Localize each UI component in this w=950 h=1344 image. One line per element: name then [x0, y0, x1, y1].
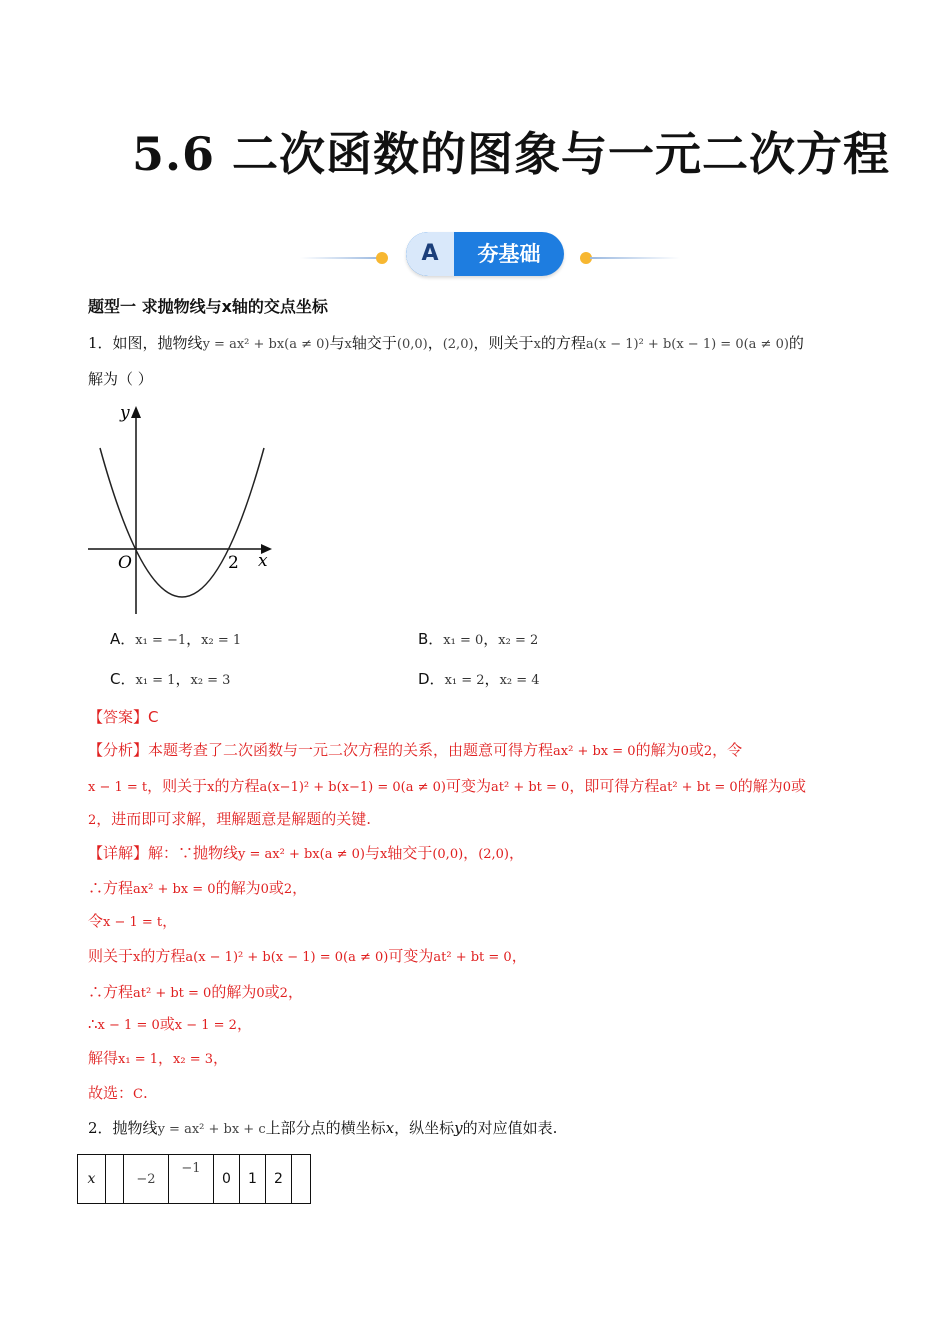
q1-equation: y = ax² + bx(a ≠ 0) — [202, 337, 330, 352]
detail-line6: ∴x − 1 = 0或x − 1 = 2， — [88, 1015, 252, 1033]
banner-line-right — [590, 257, 680, 259]
option-d[interactable]: D．x₁ = 2，x₂ = 4 — [418, 670, 540, 688]
table-cell — [106, 1155, 124, 1204]
table-row — [78, 1155, 311, 1204]
q2-stem: 2．抛物线y = ax² + bx + c上部分点的横坐标x，纵坐标y的对应值如表. — [88, 1119, 558, 1137]
y-axis-label: y — [120, 403, 130, 423]
detail-line3: 令x − 1 = t， — [88, 912, 178, 930]
analysis-line1: 【分析】本题考查了二次函数与一元二次方程的关系，由题意可得方程ax² + bx = 0的解为0或2，令 — [88, 741, 743, 759]
answer-value: C — [148, 708, 159, 726]
x-axis-label: x — [258, 551, 268, 571]
section-heading: 题型一 求抛物线与x轴的交点坐标 — [88, 297, 328, 316]
banner-dot-left — [376, 252, 388, 264]
q1-stem-line1: 1．如图，抛物线y = ax² + bx(a ≠ 0)与x轴交于(0,0)，(2,0)，则关于x的方程a(x − 1)² + b(x − 1) = 0(a ≠ 0)的 — [88, 334, 804, 352]
origin-label: O — [118, 553, 132, 573]
banner-line-left — [300, 257, 380, 259]
option-c[interactable]: C．x₁ = 1，x₂ = 3 — [110, 670, 231, 688]
parabola-graph — [84, 398, 284, 618]
table-cell: −2 — [124, 1155, 169, 1204]
option-b[interactable]: B．x₁ = 0，x₂ = 2 — [418, 630, 539, 648]
detail-line8: 故选：C. — [88, 1084, 148, 1102]
q1-stem-line2: 解为（ ） — [88, 370, 153, 388]
detail-line2: ∴方程ax² + bx = 0的解为0或2， — [88, 879, 308, 897]
y-axis-arrow — [131, 406, 141, 418]
analysis-line2: x − 1 = t，则关于x的方程a(x−1)² + b(x−1) = 0(a ≠ 0)可变为at² + bt = 0，即可得方程at² + bt = 0的解为0或 — [88, 777, 806, 795]
table-cell: 2 — [266, 1155, 292, 1204]
root-label: 2 — [228, 553, 239, 573]
table-cell — [292, 1155, 311, 1204]
table-cell: −1 — [169, 1155, 214, 1204]
analysis-tag: 【分析】 — [88, 741, 149, 759]
analysis-line3: 2，进而即可求解，理解题意是解题的关键. — [88, 810, 372, 828]
banner-label: 夯基础 — [477, 242, 541, 266]
detail-line5: ∴方程at² + bt = 0的解为0或2， — [88, 983, 303, 1001]
detail-line4: 则关于x的方程a(x − 1)² + b(x − 1) = 0(a ≠ 0)可变为at² + bt = 0， — [88, 947, 527, 965]
answer-line — [88, 706, 159, 728]
q1-number: 1． — [88, 334, 113, 352]
parabola-curve — [100, 448, 264, 597]
page-title: 5.6 二次函数的图象与一元二次方程 — [131, 127, 891, 181]
detail-line7: 解得x₁ = 1，x₂ = 3， — [88, 1049, 229, 1067]
answer-tag: 【答案】 — [88, 708, 149, 726]
banner-letter: A — [406, 232, 454, 276]
option-a[interactable]: A．x₁ = −1，x₂ = 1 — [110, 630, 242, 648]
value-table — [77, 1154, 311, 1204]
q1-target-equation: a(x − 1)² + b(x − 1) = 0(a ≠ 0) — [585, 337, 789, 352]
q2-number: 2． — [88, 1119, 113, 1137]
detail-tag: 【详解】 — [88, 844, 149, 862]
table-cell: 0 — [214, 1155, 240, 1204]
section-banner — [300, 230, 680, 280]
banner-pill — [406, 232, 564, 276]
table-cell: x — [78, 1155, 106, 1204]
table-cell: 1 — [240, 1155, 266, 1204]
detail-line1: 【详解】解：∵抛物线y = ax² + bx(a ≠ 0)与x轴交于(0,0)，(2,0)， — [88, 844, 525, 862]
